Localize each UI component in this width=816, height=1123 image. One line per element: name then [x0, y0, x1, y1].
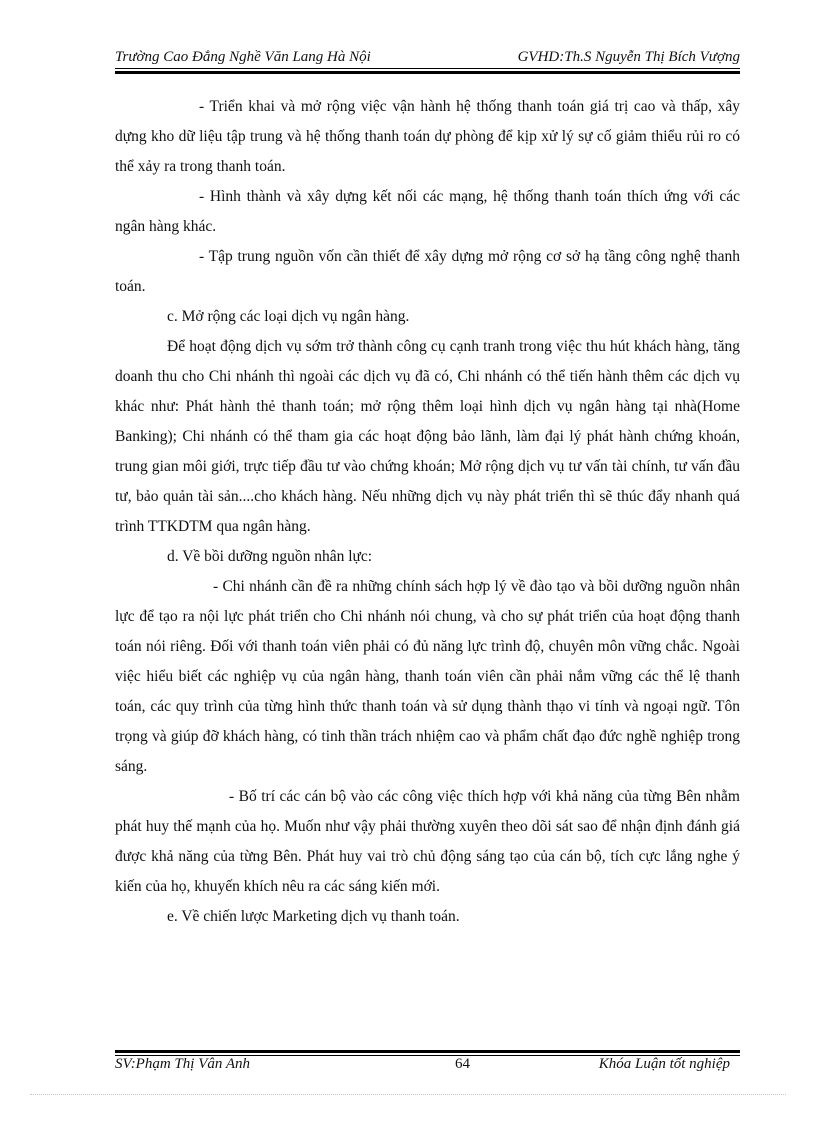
header-supervisor: GVHD:Th.S Nguyễn Thị Bích Vượng: [517, 49, 740, 65]
footer-rule-thick: [115, 1050, 740, 1053]
heading-e: e. Về chiến lược Marketing dịch vụ thanh toán.: [167, 908, 460, 925]
header-school: Trường Cao Đẳng Nghề Văn Lang Hà Nội: [115, 49, 371, 65]
header-rule-thin: [115, 68, 740, 69]
paragraph-payment-system: - Triển khai và mở rộng việc vận hành hệ thống thanh toán giá trị cao và thấp, xây dựng kho dữ liệu tập trung và hệ thống thanh toán dự phòng để kịp xử lý sự cố giảm thiểu rủi ro có thể xảy ra trong thanh toán.: [115, 98, 740, 175]
header-rule-thick: [115, 71, 740, 74]
paragraph-capital: - Tập trung nguồn vốn cần thiết để xây dựng mở rộng cơ sở hạ tầng công nghệ thanh toán.: [115, 248, 740, 295]
paragraph-training: - Chi nhánh cần đề ra những chính sách hợp lý về đào tạo và bồi dưỡng nguồn nhân lực để tạo ra nội lực phát triển cho Chi nhánh nói chung, và cho sự phát triển của hoạt động thanh toán nói riêng. Đối với thanh toán viên phải có đủ năng lực trình độ, chuyên môn vững chắc. Ngoài việc hiểu biết các nghiệp vụ của ngân hàng, thanh toán viên cần phải nắm vững các thể lệ thanh toán, các quy trình của từng hình thức thanh toán và sử dụng thành thạo vi tính và ngoại ngữ. Tôn trọng và giúp đỡ khách hàng, có tinh thần trách nhiệm cao và phẩm chất đạo đức nghề nghiệp trong sáng.: [115, 578, 740, 775]
footer-document-type: Khóa Luận tốt nghiệp: [598, 1056, 730, 1072]
page-number: 64: [455, 1056, 470, 1072]
footer-student: SV:Phạm Thị Vân Anh: [115, 1056, 250, 1072]
paragraph-services: Để hoạt động dịch vụ sớm trở thành công cụ cạnh tranh trong việc thu hút khách hàng, tăng doanh thu cho Chi nhánh thì ngoài các dịch vụ đã có, Chi nhánh có thể tiến hành thêm các dịch vụ khác như: Phát hành thẻ thanh toán; mở rộng thêm loại hình dịch vụ ngân hàng tại nhà(Home Banking); Chi nhánh có thể tham gia các hoạt động bảo lãnh, làm đại lý phát hành chứng khoán, trung gian môi giới, trực tiếp đầu tư vào chứng khoán; Mở rộng dịch vụ tư vấn tài chính, tư vấn đầu tư, bảo quản tài sản....cho khách hàng. Nếu những dịch vụ này phát triển thì sẽ thúc đẩy nhanh quá trình TTKDTM qua ngân hàng.: [115, 338, 740, 535]
heading-c: c. Mở rộng các loại dịch vụ ngân hàng.: [167, 308, 410, 325]
paragraph-network-connection: - Hình thành và xây dựng kết nối các mạng, hệ thống thanh toán thích ứng với các ngân hàng khác.: [115, 188, 740, 235]
heading-d: d. Về bồi dưỡng nguồn nhân lực:: [167, 548, 373, 565]
page-footer: [115, 1056, 740, 1074]
paragraph-staffing: - Bố trí các cán bộ vào các công việc thích hợp với khả năng của từng Bên nhằm phát huy thế mạnh của họ. Muốn như vậy phải thường xuyên theo dõi sát sao để nhận định đánh giá được khả năng của từng Bên. Phát huy vai trò chủ động sáng tạo của cán bộ, tích cực lắng nghe ý kiến của họ, khuyến khích nêu ra các sáng kiến mới.: [115, 788, 740, 895]
page-header: [115, 49, 740, 67]
page-bottom-dotted-rule: [30, 1094, 786, 1095]
page-body: [115, 92, 740, 932]
